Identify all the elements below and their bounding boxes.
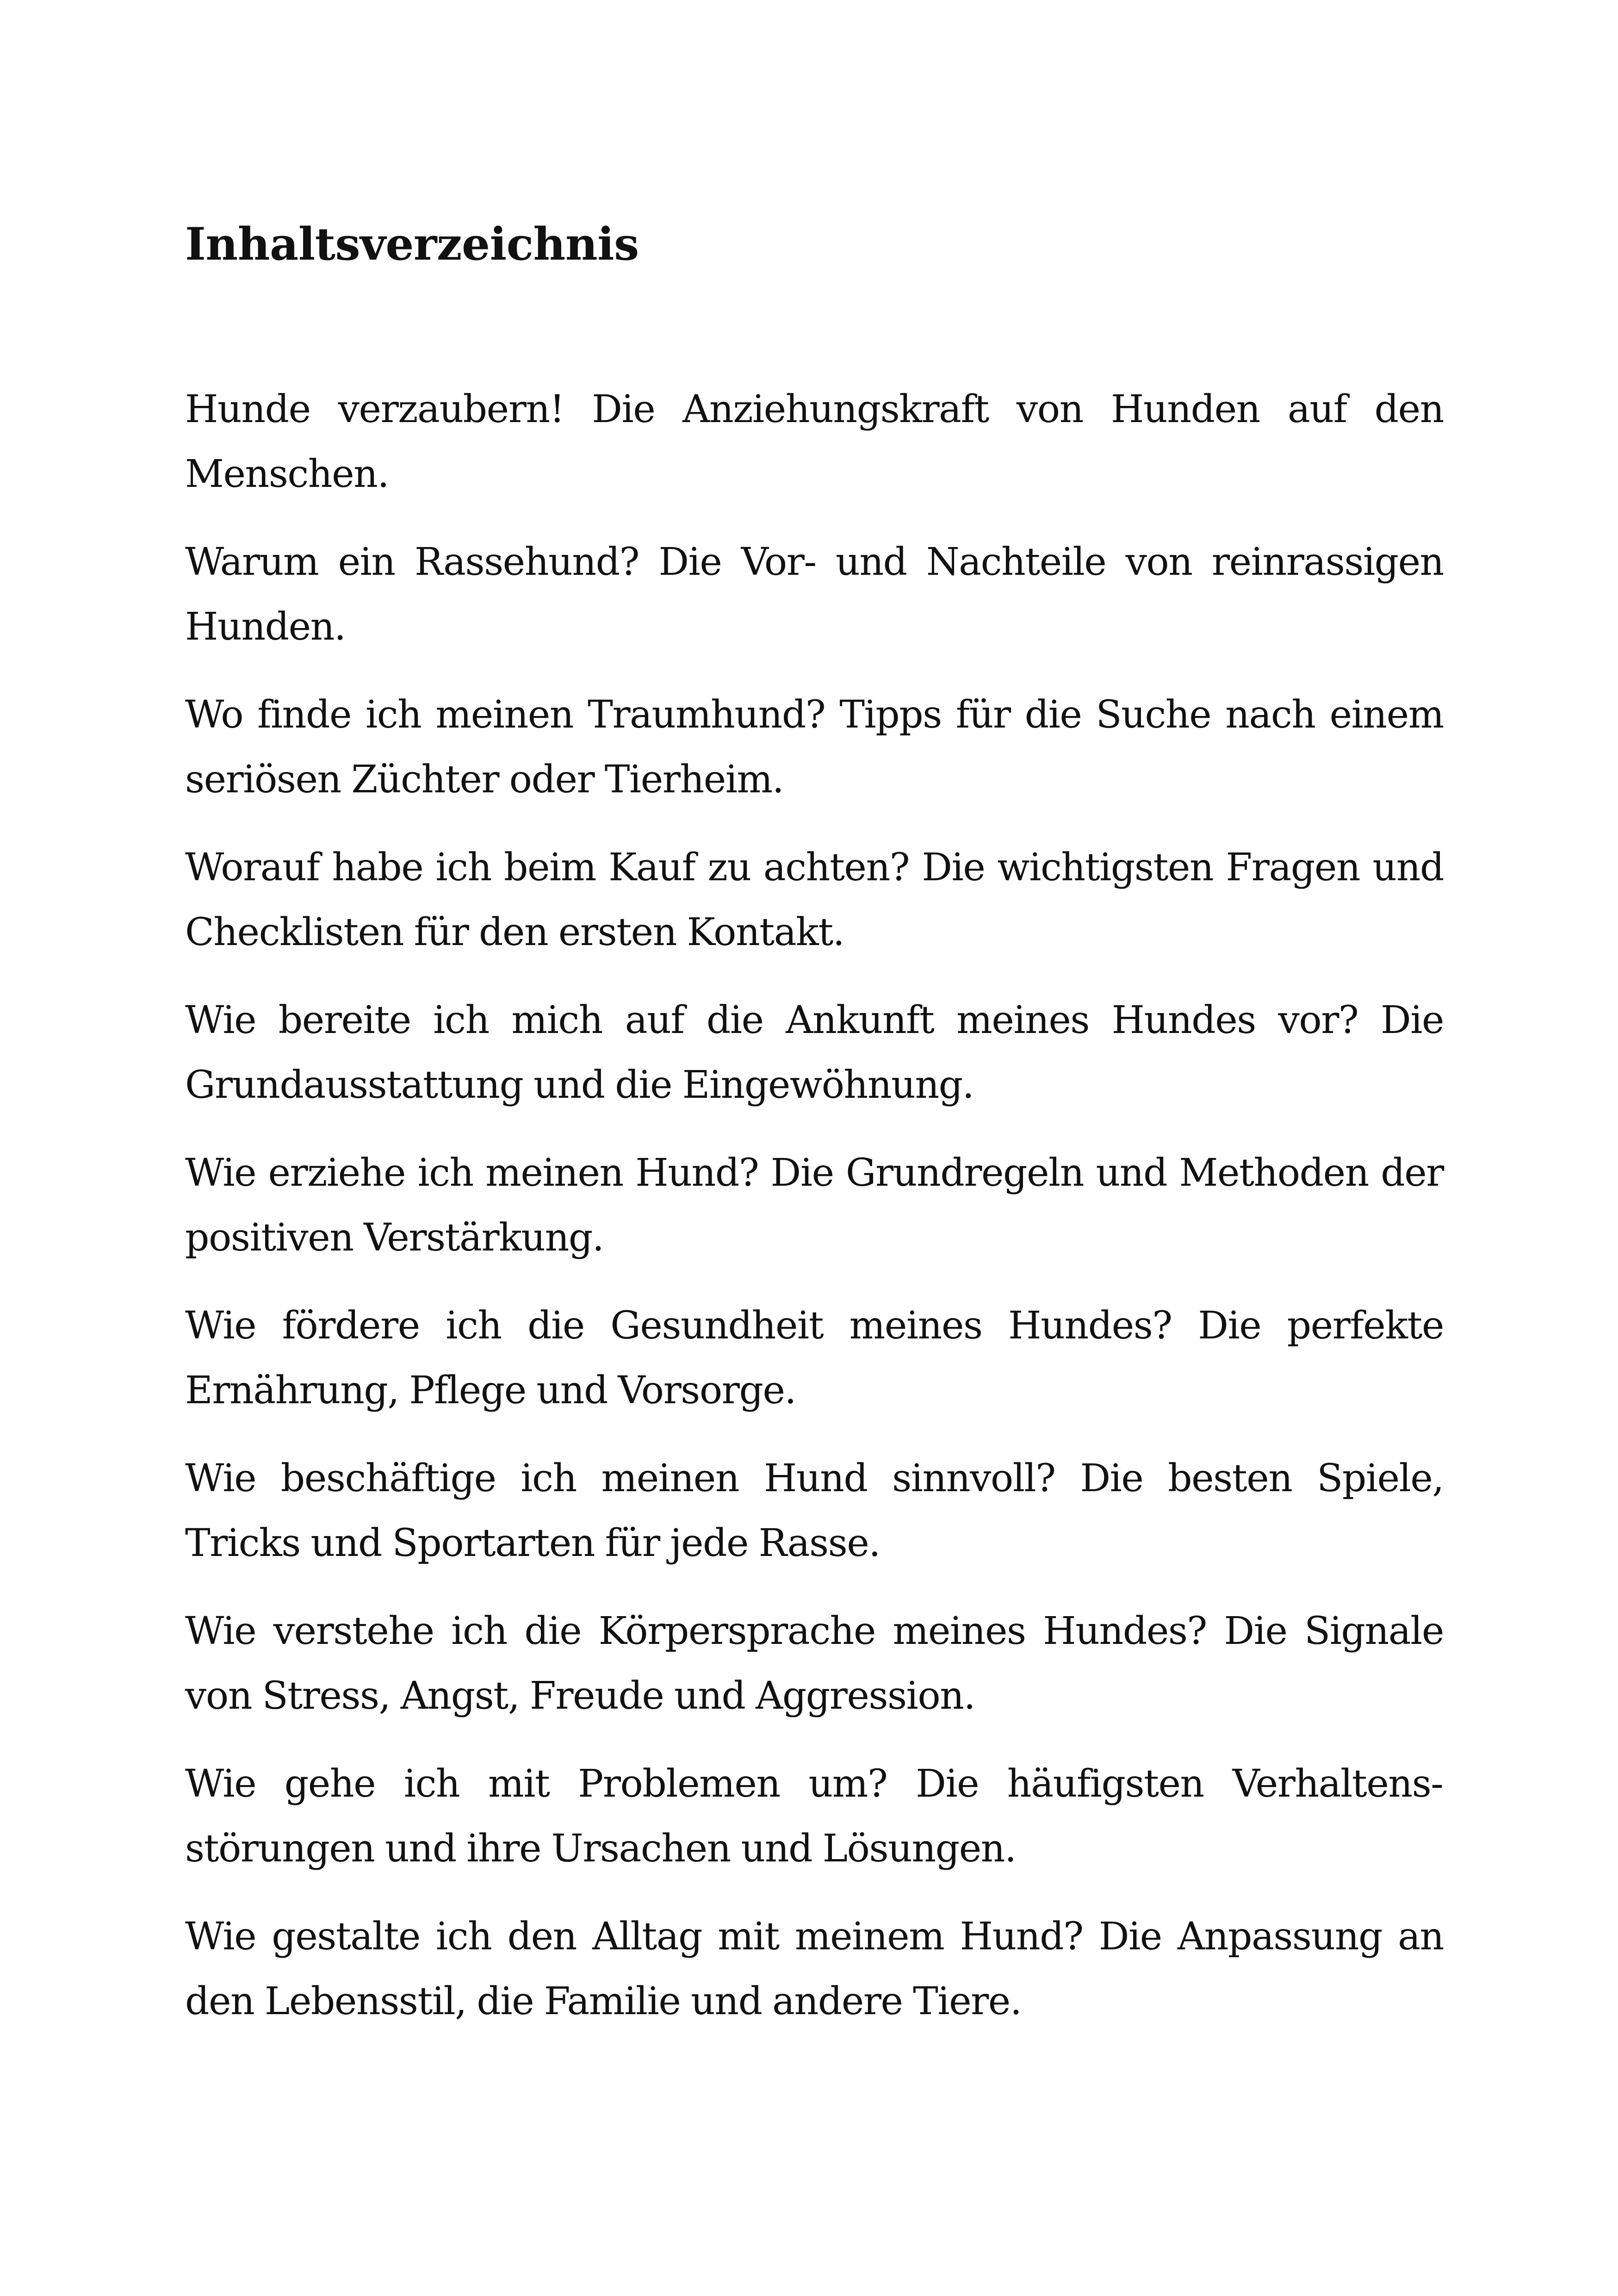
toc-entry: Worauf habe ich beim Kauf zu achten? Die wichtigsten Fragen und Checklisten für den ersten Kontakt.: [185, 846, 1444, 955]
toc-entry: Wie bereite ich mich auf die Ankunft meines Hundes vor? Die Grundausstattung und die Eingewöhnung.: [185, 998, 1444, 1108]
toc-entry: Wo finde ich meinen Traumhund? Tipps für die Suche nach einem seriösen Züchter oder Tierheim.: [185, 693, 1444, 802]
toc-entry: Wie gestalte ich den Alltag mit meinem Hund? Die Anpassung an den Lebensstil, die Familie und andere Tiere.: [185, 1915, 1444, 2024]
toc-entry: Wie fördere ich die Gesundheit meines Hundes? Die perfekte Ernährung, Pflege und Vorsorge.: [185, 1304, 1444, 1413]
table-of-contents: [185, 377, 1444, 2034]
page-title: Inhaltsverzeichnis: [185, 218, 639, 270]
toc-entry: Wie verstehe ich die Körpersprache meines Hundes? Die Signale von Stress, Angst, Freude und Aggression.: [185, 1609, 1444, 1718]
toc-entry: Hunde verzaubern! Die Anziehungskraft von Hunden auf den Menschen.: [185, 387, 1444, 497]
toc-entry: Wie gehe ich mit Problemen um? Die häufigsten Verhaltensstörungen und ihre Ursachen und Lösungen.: [185, 1762, 1444, 1871]
document-page: [185, 218, 1444, 2057]
toc-entry: Warum ein Rassehund? Die Vor- und Nachteile von reinrassigen Hunden.: [185, 540, 1444, 649]
toc-entry: Wie beschäftige ich meinen Hund sinnvoll? Die besten Spiele, Tricks und Sportarten für jede Rasse.: [185, 1456, 1444, 1566]
toc-entry: Wie erziehe ich meinen Hund? Die Grundregeln und Methoden der positiven Verstärkung.: [185, 1151, 1444, 1260]
